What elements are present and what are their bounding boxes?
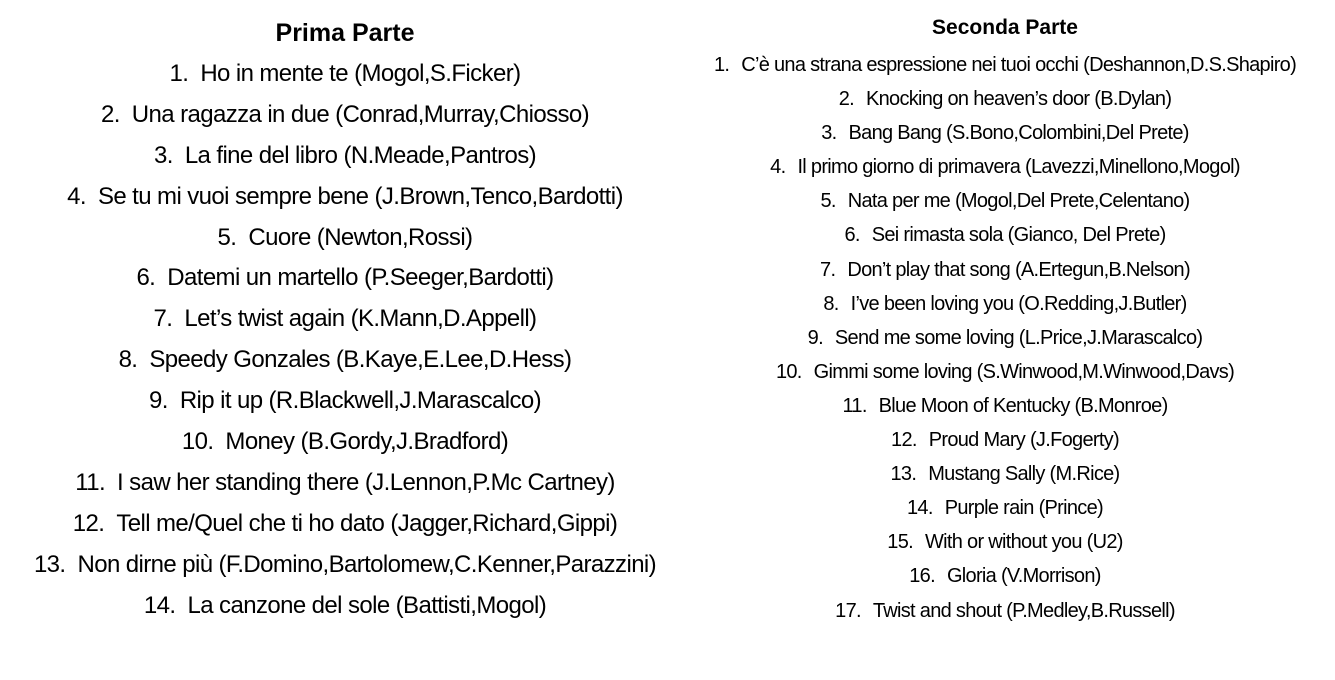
song-text: Don’t play that song (A.Ertegun,B.Nelson) xyxy=(847,258,1190,281)
song-number: 5. xyxy=(820,190,836,213)
song-number: 14. xyxy=(907,497,933,520)
song-number: 12. xyxy=(891,429,917,452)
song-item xyxy=(675,218,1335,252)
song-item xyxy=(0,381,690,422)
song-text: Cuore (Newton,Rossi) xyxy=(248,223,473,251)
song-item xyxy=(0,299,690,340)
song-number: 9. xyxy=(807,326,823,349)
song-text: Ho in mente te (Mogol,S.Ficker) xyxy=(200,60,521,87)
song-item xyxy=(675,423,1335,457)
song-text: Twist and shout (P.Medley,B.Russell) xyxy=(872,599,1175,622)
song-text: Speedy Gonzales (B.Kaye,E.Lee,D.Hess) xyxy=(149,346,572,374)
song-number: 3. xyxy=(153,141,173,169)
song-text: Mustang Sally (M.Rice) xyxy=(928,463,1120,486)
song-item xyxy=(675,321,1335,355)
song-text: Proud Mary (J.Fogerty) xyxy=(928,429,1119,452)
song-text: Send me some loving (L.Price,J.Marascalco) xyxy=(834,326,1203,349)
song-text: La canzone del sole (Battisti,Mogol) xyxy=(187,591,547,619)
song-item xyxy=(675,559,1335,593)
song-text: Gimmi some loving (S.Winwood,M.Winwood,Davs) xyxy=(813,360,1235,383)
song-number: 6. xyxy=(844,224,860,247)
song-text: With or without you (U2) xyxy=(924,531,1123,554)
song-text: La fine del libro (N.Meade,Pantros) xyxy=(184,141,537,169)
song-number: 3. xyxy=(821,122,837,145)
song-text: Let’s twist again (K.Mann,D.Appell) xyxy=(184,305,537,333)
song-number: 11. xyxy=(75,468,106,496)
song-number: 10. xyxy=(181,428,214,456)
song-number: 15. xyxy=(887,531,913,554)
song-text: Il primo giorno di primavera (Lavezzi,Minellono,Mogol) xyxy=(797,156,1240,179)
song-number: 7. xyxy=(153,305,173,333)
prima-parte-list xyxy=(0,54,690,626)
song-number: 13. xyxy=(890,463,917,486)
song-text: Blue Moon of Kentucky (B.Monroe) xyxy=(878,394,1168,417)
song-number: 1. xyxy=(169,60,189,87)
prima-parte-section xyxy=(0,0,690,626)
song-text: Money (B.Gordy,J.Bradford) xyxy=(225,428,509,456)
song-number: 17. xyxy=(835,599,861,622)
song-item xyxy=(675,116,1335,150)
song-number: 8. xyxy=(118,346,138,374)
song-text: C’è una strana espressione nei tuoi occhi (Deshannon,D.S.Shapiro) xyxy=(741,54,1297,76)
seconda-parte-list xyxy=(675,48,1335,628)
song-item xyxy=(0,504,690,545)
song-item xyxy=(0,136,690,177)
song-item xyxy=(0,545,690,586)
song-number: 2. xyxy=(838,88,854,111)
song-text: Nata per me (Mogol,Del Prete,Celentano) xyxy=(847,190,1190,213)
song-text: Una ragazza in due (Conrad,Murray,Chiosso) xyxy=(131,100,590,128)
song-text: I’ve been loving you (O.Redding,J.Butler) xyxy=(850,292,1187,315)
song-number: 8. xyxy=(823,292,839,315)
song-number: 2. xyxy=(100,100,120,128)
song-item xyxy=(675,48,1335,82)
song-item xyxy=(675,355,1335,389)
song-item xyxy=(675,594,1335,628)
seconda-parte-title: Seconda Parte xyxy=(932,16,1078,39)
song-number: 6. xyxy=(136,264,156,292)
song-item xyxy=(0,463,690,504)
song-item xyxy=(675,82,1335,116)
prima-parte-title: Prima Parte xyxy=(275,19,415,47)
song-text: Sei rimasta sola (Gianco, Del Prete) xyxy=(871,224,1166,247)
song-number: 14. xyxy=(143,591,176,619)
song-text: Non dirne più (F.Domino,Bartolomew,C.Kenner,Parazzini) xyxy=(77,550,657,578)
song-text: Se tu mi vuoi sempre bene (J.Brown,Tenco,Bardotti) xyxy=(97,182,623,210)
song-text: Tell me/Quel che ti ho dato (Jagger,Richard,Gippi) xyxy=(116,509,618,537)
song-item xyxy=(0,422,690,463)
song-item xyxy=(675,389,1335,423)
song-item xyxy=(0,177,690,218)
song-number: 7. xyxy=(820,258,836,281)
song-item xyxy=(675,525,1335,559)
song-item xyxy=(0,340,690,381)
song-item xyxy=(0,258,690,299)
song-number: 13. xyxy=(33,550,66,578)
song-number: 12. xyxy=(72,509,105,537)
song-item xyxy=(675,253,1335,287)
song-number: 11. xyxy=(842,394,867,417)
song-number: 5. xyxy=(217,223,237,251)
song-item xyxy=(0,54,690,95)
song-text: Bang Bang (S.Bono,Colombini,Del Prete) xyxy=(848,122,1189,145)
song-item xyxy=(0,586,690,627)
song-number: 4. xyxy=(67,182,86,210)
song-number: 16. xyxy=(909,565,935,588)
song-text: Gloria (V.Morrison) xyxy=(946,565,1101,588)
song-text: I saw her standing there (J.Lennon,P.Mc Cartney) xyxy=(117,468,615,496)
song-number: 10. xyxy=(775,360,802,383)
song-item xyxy=(675,150,1335,184)
song-number: 9. xyxy=(149,387,168,415)
song-number: 1. xyxy=(713,54,730,76)
song-number: 4. xyxy=(770,156,786,179)
song-item xyxy=(0,95,690,136)
song-text: Rip it up (R.Blackwell,J.Marascalco) xyxy=(179,387,541,415)
song-text: Knocking on heaven’s door (B.Dylan) xyxy=(865,88,1172,111)
song-item xyxy=(675,287,1335,321)
song-item xyxy=(0,218,690,259)
song-text: Purple rain (Prince) xyxy=(944,497,1103,520)
seconda-parte-section xyxy=(675,0,1335,628)
song-text: Datemi un martello (P.Seeger,Bardotti) xyxy=(167,264,554,292)
song-item xyxy=(675,457,1335,491)
song-item xyxy=(675,184,1335,218)
song-item xyxy=(675,491,1335,525)
